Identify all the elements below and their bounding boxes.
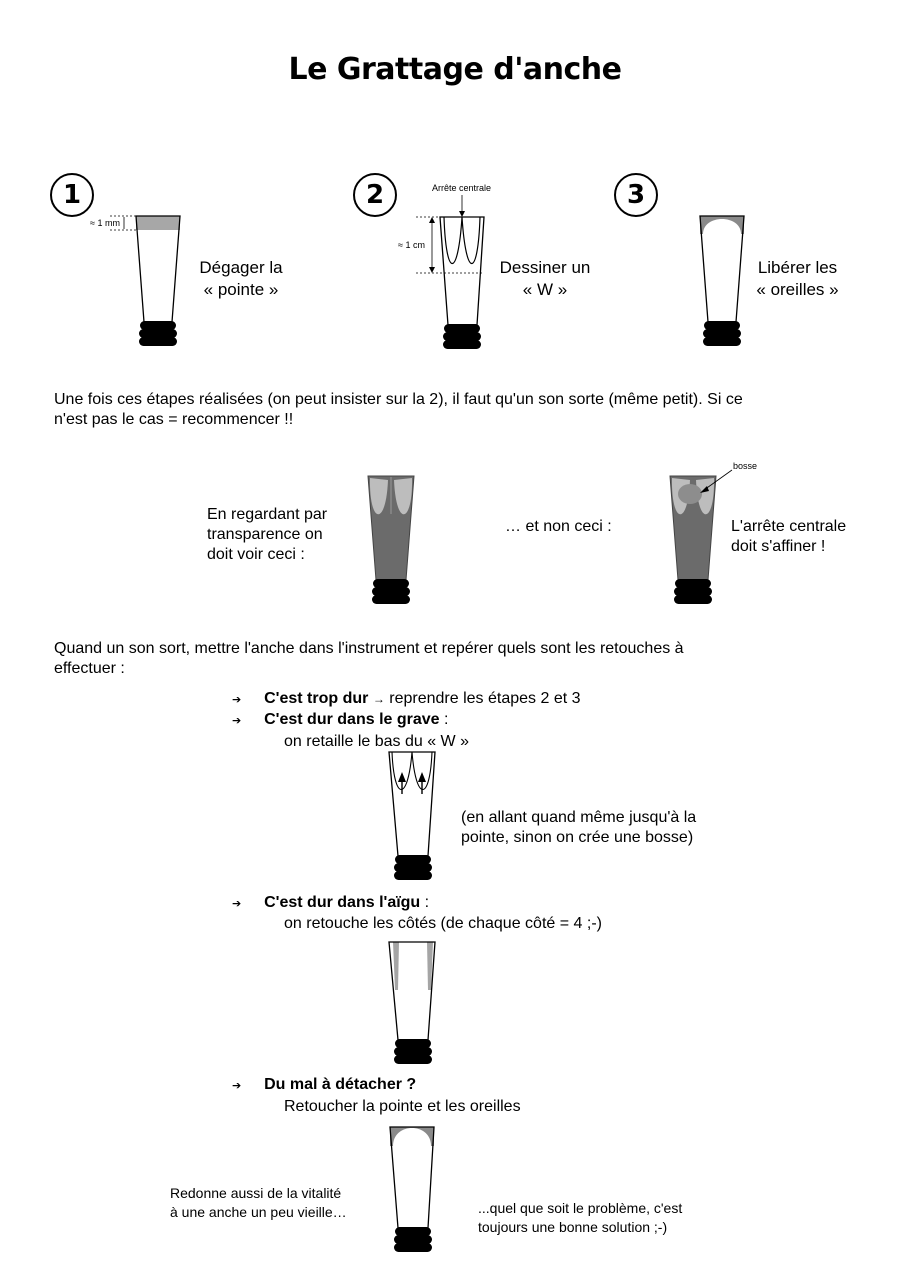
item-3-suffix: : bbox=[420, 894, 430, 911]
step-2-label-line-1: Dessiner un bbox=[499, 258, 591, 277]
transparency-left-line-2: transparence on bbox=[207, 526, 323, 543]
intro-line-1: Une fois ces étapes réalisées (on peut insister sur la 2), il faut qu'un son sorte (même petit). Si ce bbox=[54, 391, 743, 408]
reed-grave-illustration bbox=[388, 750, 438, 888]
transparency-right-line-2: doit s'affiner ! bbox=[731, 538, 826, 555]
step-2-label-line-2: « W » bbox=[522, 280, 568, 299]
item-1-text: reprendre les étapes 2 et 3 bbox=[389, 690, 581, 707]
item-2-title: C'est dur dans le grave bbox=[264, 711, 440, 728]
transparency-left-line-1: En regardant par bbox=[207, 506, 328, 523]
transparency-right-line-1: L'arrête centrale bbox=[731, 518, 847, 535]
sound-line-1: Quand un son sort, mettre l'anche dans l'instrument et repérer quels sont les retouches à bbox=[54, 640, 684, 657]
reed-tip-illustration bbox=[388, 1124, 438, 1262]
bullet-arrow-icon: ➔ bbox=[232, 898, 242, 910]
step-2-side-annotation: ≈ 1 cm bbox=[398, 240, 425, 250]
step-3-label-line-2: « oreilles » bbox=[756, 280, 839, 299]
list-item bbox=[232, 689, 732, 710]
list-item bbox=[232, 893, 732, 914]
item-4-right-line-1: ...quel que soit le problème, c'est bbox=[478, 1200, 683, 1216]
sound-line-2: effectuer : bbox=[54, 660, 125, 677]
step-2-number: 2 bbox=[353, 173, 397, 217]
item-2-subtext: on retaille le bas du « W » bbox=[284, 733, 469, 750]
page-title: Le Grattage d'anche bbox=[288, 52, 622, 87]
list-item bbox=[232, 710, 732, 731]
reed-good-transparency bbox=[366, 474, 416, 612]
bump-arrow bbox=[690, 468, 740, 498]
item-1-title: C'est trop dur bbox=[264, 690, 369, 707]
item-2-note-line-2: pointe, sinon on crée une bosse) bbox=[461, 829, 694, 846]
bullet-arrow-icon: ➔ bbox=[232, 1080, 242, 1092]
transparency-left-line-3: doit voir ceci : bbox=[207, 546, 305, 563]
transparency-middle-text: … et non ceci : bbox=[505, 518, 612, 535]
item-2-suffix: : bbox=[439, 711, 449, 728]
step-2-top-annotation: Arrête centrale bbox=[432, 183, 492, 193]
step-1-label-line-1: Dégager la bbox=[199, 258, 283, 277]
step-3-number: 3 bbox=[614, 173, 658, 217]
item-4-title: Du mal à détacher ? bbox=[264, 1076, 417, 1093]
item-4-right-line-2: toujours une bonne solution ;-) bbox=[478, 1219, 668, 1235]
item-3-title: C'est dur dans l'aïgu bbox=[264, 894, 421, 911]
item-2-note-line-1: (en allant quand même jusqu'à la bbox=[461, 809, 697, 826]
intro-line-2: n'est pas le cas = recommencer !! bbox=[54, 411, 294, 428]
step-3-label-line-1: Libérer les bbox=[757, 258, 838, 277]
step-1-number: 1 bbox=[50, 173, 94, 217]
bullet-arrow-icon: ➔ bbox=[232, 715, 242, 727]
step-1-annotation: ≈ 1 mm bbox=[90, 218, 120, 228]
reed-aigu-illustration bbox=[388, 940, 438, 1072]
item-1-arrow-icon: → bbox=[372, 692, 385, 706]
bullet-arrow-icon: ➔ bbox=[232, 694, 242, 706]
list-item bbox=[232, 1075, 732, 1096]
bump-label: bosse bbox=[733, 461, 758, 471]
step-1-label-line-2: « pointe » bbox=[203, 280, 279, 299]
item-3-subtext: on retouche les côtés (de chaque côté = 4 ;-) bbox=[284, 915, 602, 932]
item-4-subtext: Retoucher la pointe et les oreilles bbox=[284, 1098, 521, 1115]
item-4-left-line-2: à une anche un peu vieille… bbox=[170, 1204, 347, 1220]
item-4-left-line-1: Redonne aussi de la vitalité bbox=[170, 1185, 342, 1201]
